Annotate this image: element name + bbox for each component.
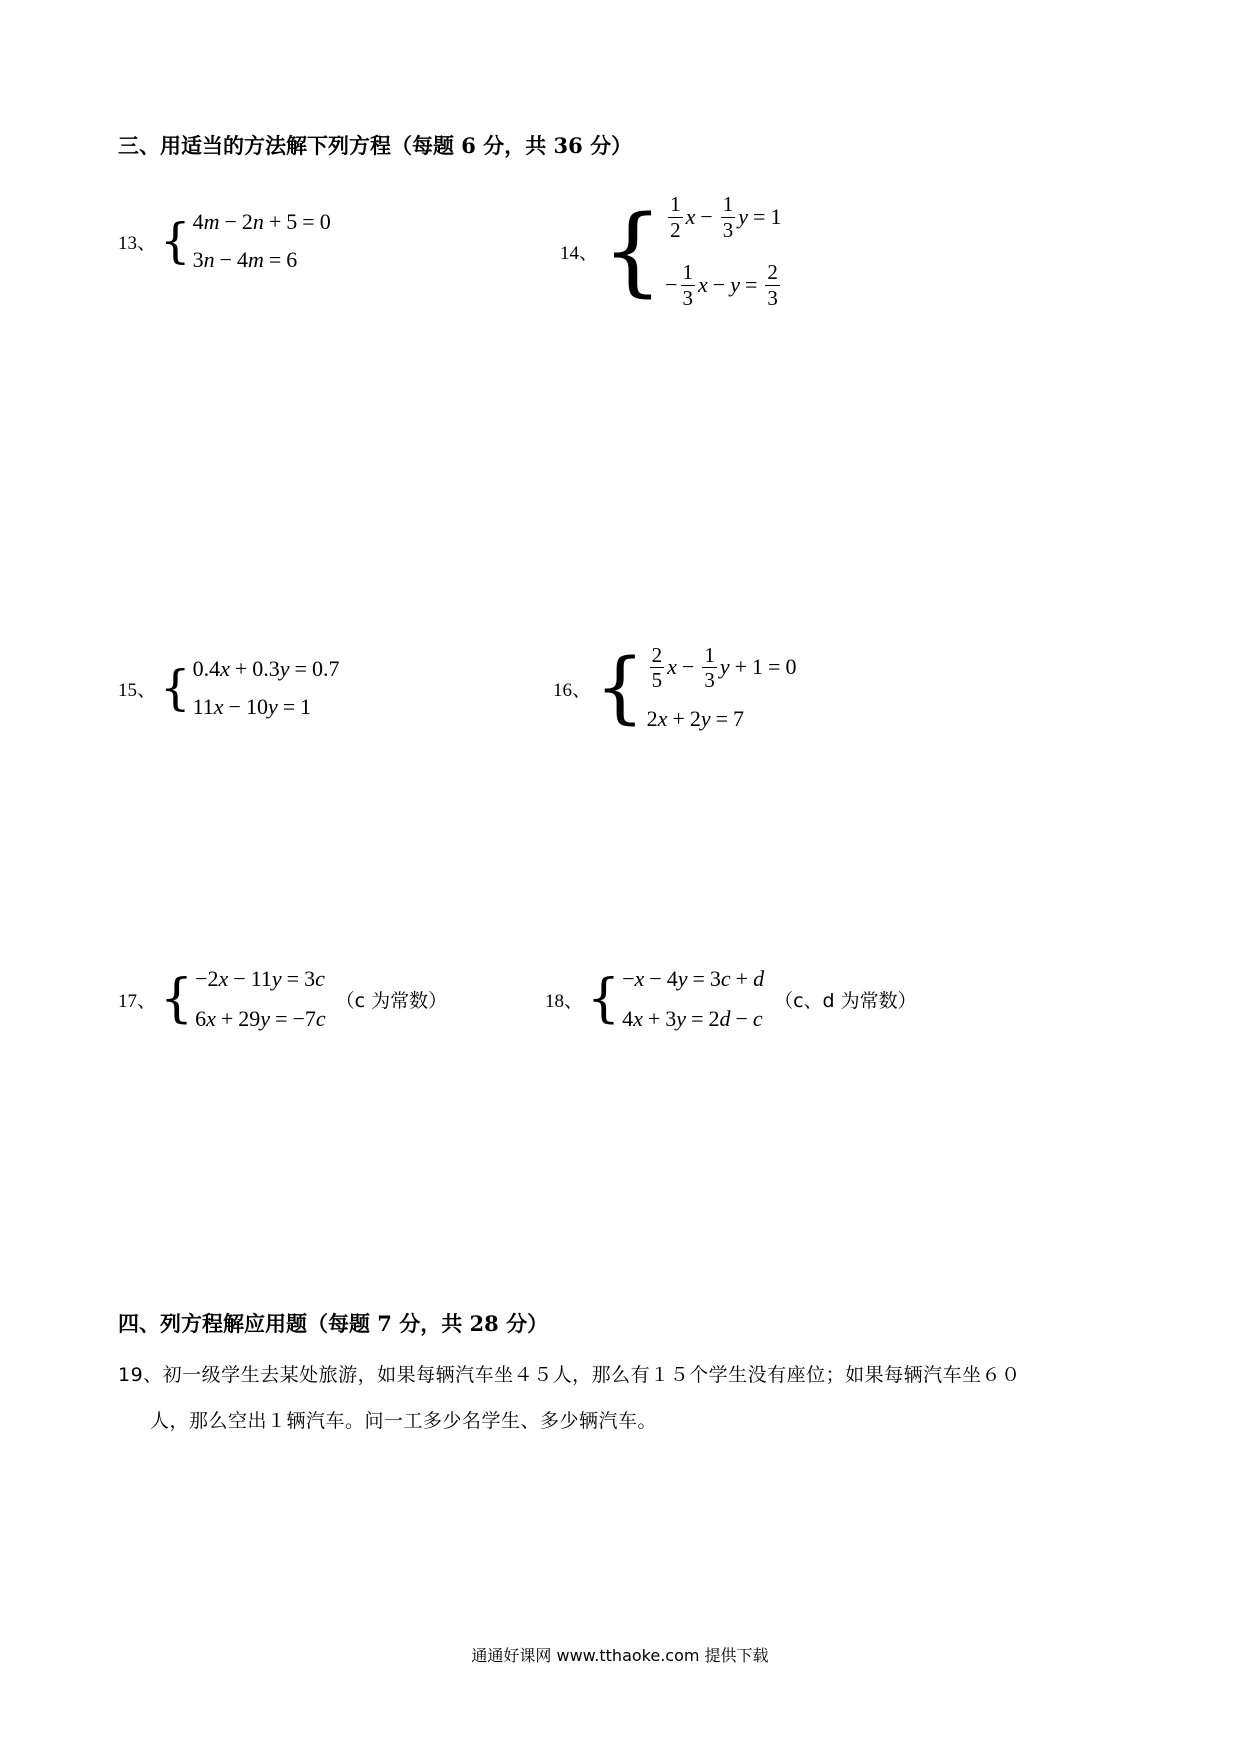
problem-16 bbox=[553, 636, 796, 740]
problem-number: 13、 bbox=[118, 232, 157, 254]
problem-number: 17、 bbox=[118, 990, 157, 1012]
equation: 3 n − 4 m = 6 bbox=[192, 247, 298, 272]
equation-system bbox=[193, 203, 331, 279]
problem-14 bbox=[560, 183, 783, 319]
equation-system bbox=[647, 636, 797, 740]
section-heading: 四、列方程解应用题（每题 7 分，共 28 分） bbox=[118, 1311, 549, 1336]
equation: 6 x + 29 y = −7 c bbox=[195, 1006, 326, 1031]
brace-icon: { bbox=[587, 969, 621, 1029]
constant-note: （c 为常数） bbox=[335, 989, 448, 1012]
problem-13 bbox=[118, 203, 331, 279]
problem-18 bbox=[545, 959, 917, 1039]
brace-icon: { bbox=[160, 213, 191, 269]
equation-system bbox=[622, 959, 764, 1039]
constant-note: （c、d 为常数） bbox=[774, 989, 917, 1012]
brace-icon: { bbox=[160, 969, 194, 1029]
equation: − x − 4 y = 3 c + d bbox=[622, 966, 765, 991]
equation-system bbox=[193, 650, 340, 726]
page-footer: 通通好课网 www.tthaoke.com 提供下载 bbox=[471, 1646, 769, 1665]
section-heading: 三、用适当的方法解下列方程（每题 6 分，共 36 分） bbox=[118, 133, 633, 158]
problem-number: 14、 bbox=[560, 242, 599, 264]
equation-system bbox=[665, 183, 783, 319]
equation: 4 m − 2 n + 5 = 0 bbox=[192, 209, 331, 234]
problem-number: 16、 bbox=[553, 679, 592, 701]
equation: 11 x − 10 y = 1 bbox=[192, 694, 312, 719]
brace-icon: { bbox=[160, 660, 191, 716]
equation: 0.4 x + 0.3 y = 0.7 bbox=[192, 656, 340, 681]
problem-15 bbox=[118, 650, 339, 726]
equation: 4 x + 3 y = 2 d − c bbox=[622, 1006, 763, 1031]
equation: $\frac{1}{2}$ x − $\frac{1}{3}$ y = 1 bbox=[670, 192, 782, 242]
equation: −2 x − 11 y = 3 c bbox=[195, 966, 325, 991]
equation-system bbox=[195, 959, 326, 1039]
brace-icon: { bbox=[602, 195, 664, 307]
equation: 2 x + 2 y = 7 bbox=[646, 706, 745, 732]
word-problem-19-line1: 19、初一级学生去某处旅游，如果每辆汽车坐４５人，那么有１５个学生没有座位；如果每辆汽车坐６０ bbox=[118, 1364, 1021, 1386]
problem-number: 15、 bbox=[118, 679, 157, 701]
word-problem-19-line2: 人，那么空出１辆汽车。问一工多少名学生、多少辆汽车。 bbox=[150, 1410, 658, 1432]
brace-icon: { bbox=[595, 643, 645, 733]
problem-number: 18、 bbox=[545, 990, 584, 1012]
equation: − $\frac{1}{3}$ x − y = $\frac{2}{3}$ bbox=[665, 260, 778, 310]
equation: $\frac{2}{5}$ x − $\frac{1}{3}$ y + 1 = 0 bbox=[651, 642, 797, 692]
problem-17 bbox=[118, 959, 447, 1039]
